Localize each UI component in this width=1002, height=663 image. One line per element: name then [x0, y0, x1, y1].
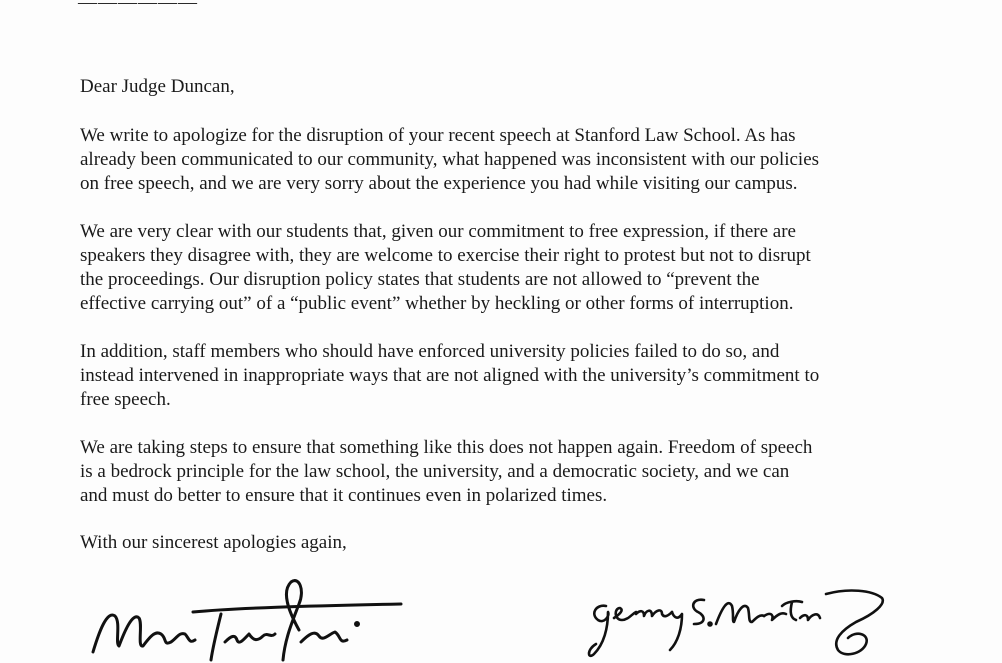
- paragraph-line: instead intervened in inappropriate ways that are not aligned with the university’s commitment to: [80, 365, 820, 386]
- signature-right: [586, 584, 886, 663]
- paragraph-staff: [80, 340, 819, 412]
- paragraph-line: speakers they disagree with, they are welcome to exercise their right to protest but not to disrupt: [80, 245, 811, 266]
- paragraph-line: effective carrying out” of a “public event” whether by heckling or other forms of interruption.: [80, 293, 794, 314]
- paragraph-apology: [80, 124, 819, 196]
- paragraph-line: free speech.: [80, 389, 171, 410]
- closing-line: With our sincerest apologies again,: [80, 532, 347, 553]
- paragraph-line: on free speech, and we are very sorry about the experience you had while visiting our campus.: [80, 173, 798, 194]
- salutation: Dear Judge Duncan,: [80, 76, 235, 97]
- paragraph-line: We are taking steps to ensure that something like this does not happen again. Freedom of speech: [80, 437, 813, 458]
- paragraph-line: the proceedings. Our disruption policy states that students are not allowed to “prevent the: [80, 269, 760, 290]
- paragraph-line: We write to apologize for the disruption of your recent speech at Stanford Law School. As has: [80, 125, 796, 146]
- paragraph-line: already been communicated to our community, what happened was inconsistent with our policies: [80, 149, 820, 170]
- paragraph-line: is a bedrock principle for the law school, the university, and a democratic society, and we can: [80, 461, 790, 482]
- paragraph-steps: [80, 436, 812, 508]
- signature-left: [85, 572, 405, 663]
- paragraph-line: We are very clear with our students that, given our commitment to free expression, if there are: [80, 221, 796, 242]
- paragraph-line: and must do better to ensure that it continues even in polarized times.: [80, 485, 608, 506]
- paragraph-line: In addition, staff members who should have enforced university policies failed to do so, and: [80, 341, 780, 362]
- paragraph-policy: [80, 220, 811, 316]
- letterhead-remnant: ——————: [78, 0, 198, 13]
